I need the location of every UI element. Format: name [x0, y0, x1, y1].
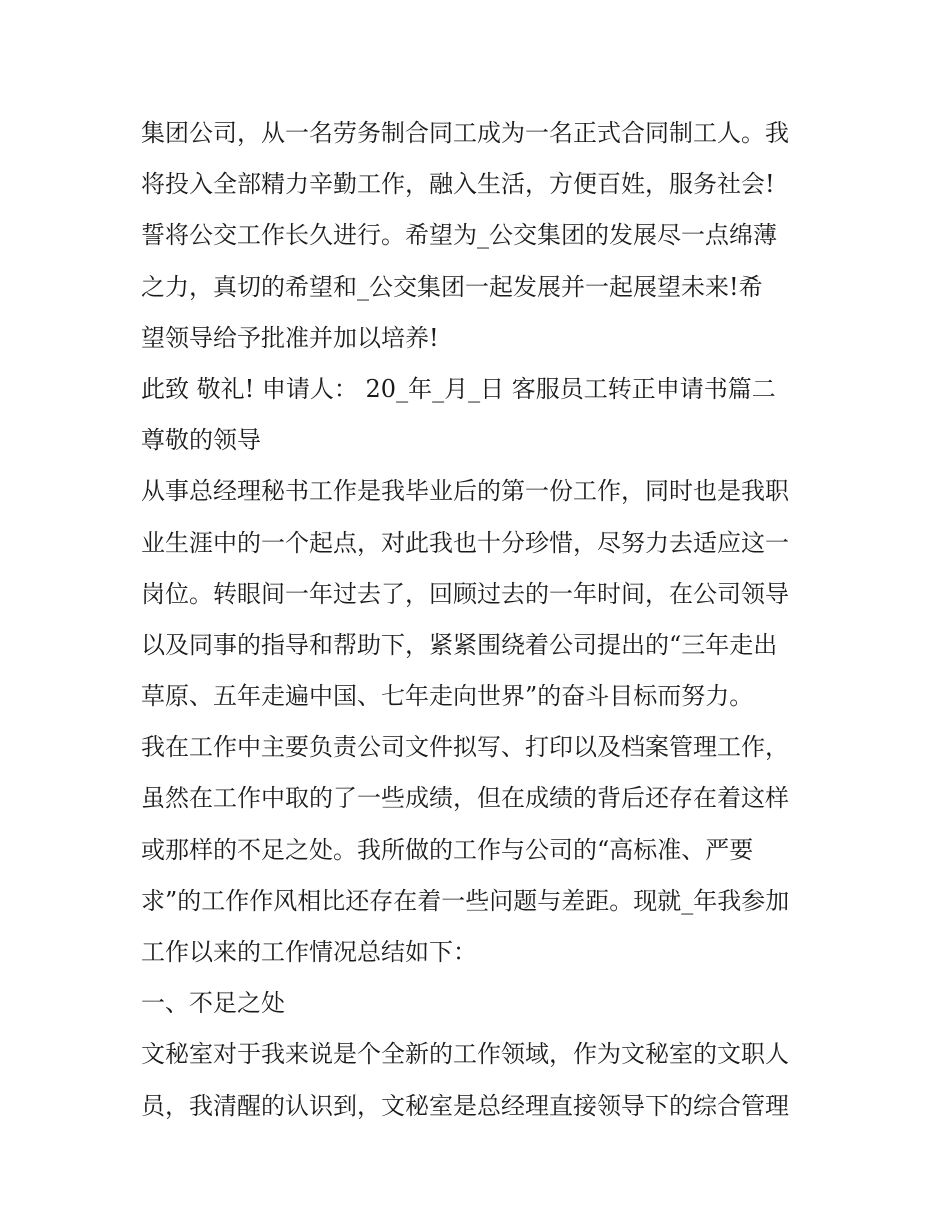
text-line: 虽然在工作中取的了一些成绩，但在成绩的背后还存在着这样 [141, 784, 789, 813]
section-heading: 一、不足之处 [141, 989, 285, 1018]
text-line: 工作以来的工作情况总结如下： [141, 938, 477, 966]
document-body [141, 108, 821, 1132]
text-line: 求”的工作作风相比还存在着一些问题与差距。现就_年我参加 [141, 886, 790, 915]
text-line: 此致 敬礼! 申请人： 20_年_月_日 客服员工转正申请书篇二 [141, 374, 776, 403]
text-line: 将投入全部精力辛勤工作，融入生活，方便百姓，服务社会! [141, 170, 775, 199]
text-line: 从事总经理秘书工作是我毕业后的第一份工作，同时也是我职 [141, 477, 789, 506]
text-line: 员，我清醒的认识到，文秘室是总经理直接领导下的综合管理 [141, 1091, 789, 1120]
text-line: 望领导给予批准并加以培养! [141, 323, 439, 352]
text-line: 我在工作中主要负责公司文件拟写、打印以及档案管理工作， [141, 733, 789, 762]
text-line: 尊敬的领导 [141, 426, 261, 455]
text-line: 业生涯中的一个起点，对此我也十分珍惜，尽努力去适应这一 [141, 528, 789, 557]
text-line: 集团公司，从一名劳务制合同工成为一名正式合同制工人。我 [141, 119, 789, 147]
text-line: 文秘室对于我来说是个全新的工作领域，作为文秘室的文职人 [141, 1040, 789, 1069]
text-line: 以及同事的指导和帮助下，紧紧围绕着公司提出的“三年走出 [141, 630, 778, 659]
text-line: 誓将公交工作长久进行。希望为_公交集团的发展尽一点绵薄 [141, 221, 777, 250]
text-line: 之力，真切的希望和_公交集团一起发展并一起展望未来!希 [141, 272, 763, 301]
text-line: 或那样的不足之处。我所做的工作与公司的“高标准、严要 [141, 835, 754, 864]
text-line: 草原、五年走遍中国、七年走向世界”的奋斗目标而努力。 [141, 682, 754, 711]
text-line: 岗位。转眼间一年过去了，回顾过去的一年时间，在公司领导 [141, 579, 789, 608]
